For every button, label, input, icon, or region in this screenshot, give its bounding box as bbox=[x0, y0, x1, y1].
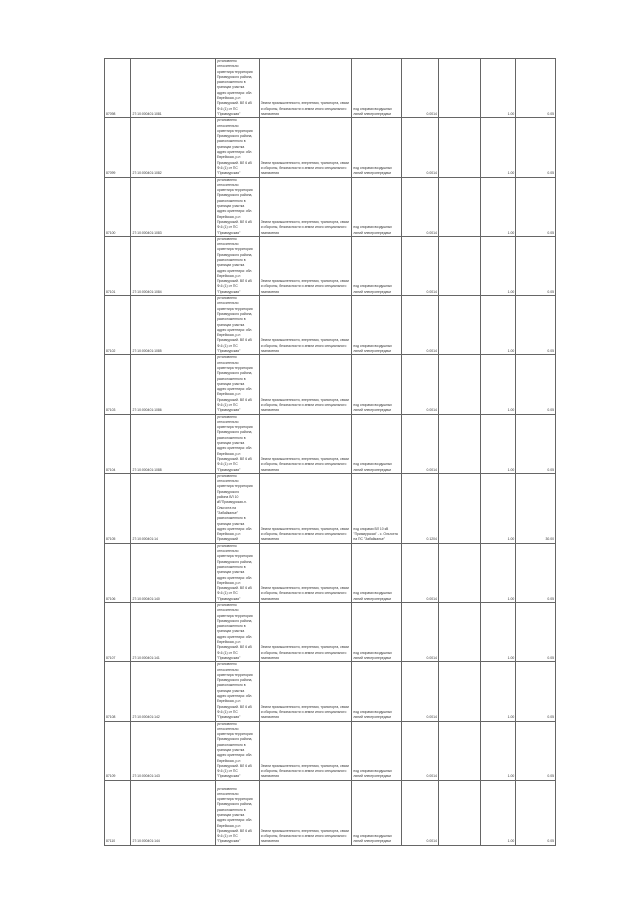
row-number: 87109 bbox=[105, 721, 131, 780]
permitted-use: под опорами воздушных линий электропередачи bbox=[352, 177, 402, 236]
permitted-use: под опорами воздушных линий электропередачи bbox=[352, 602, 402, 661]
row-number: 87104 bbox=[105, 414, 131, 473]
land-category: Земли промышленности, энергетики, транспорта, связи и обороны, безопасности и земли иного специального назначения bbox=[259, 543, 352, 602]
row-number: 87105 bbox=[105, 473, 131, 543]
coefficient-value: 1.00 bbox=[480, 543, 516, 602]
cadastral-number: 27:10:000401:1083 bbox=[131, 177, 215, 236]
permitted-use: под опорами воздушных линий электропередачи bbox=[352, 780, 402, 845]
empty-cell bbox=[438, 236, 480, 295]
amount-value: 0.05 bbox=[516, 355, 556, 414]
coefficient-value: 1.00 bbox=[480, 602, 516, 661]
area-value: 0.1204 bbox=[402, 473, 439, 543]
amount-value: 0.05 bbox=[516, 177, 556, 236]
area-value: 0.0014 bbox=[402, 543, 439, 602]
coefficient-value: 1.00 bbox=[480, 473, 516, 543]
location-description: установлено относительно ориентира территория Приамурского района, расположенного в границах участка адрес ориентира: обл. Еврейская, р-н Приамурский. ВЛ 6 кВ Ф-6 (1) от ПС "Приамурская" bbox=[215, 721, 259, 780]
cadastral-number: 27:10:000401:142 bbox=[131, 662, 215, 721]
empty-cell bbox=[438, 543, 480, 602]
row-number: 87106 bbox=[105, 543, 131, 602]
row-number: 87107 bbox=[105, 602, 131, 661]
land-category: Земли промышленности, энергетики, транспорта, связи и обороны, безопасности и земли иного специального назначения bbox=[259, 414, 352, 473]
table-row bbox=[105, 355, 556, 414]
area-value: 0.0014 bbox=[402, 355, 439, 414]
table-row bbox=[105, 296, 556, 355]
table-row bbox=[105, 780, 556, 845]
permitted-use: под опорами воздушных линий электропередачи bbox=[352, 721, 402, 780]
empty-cell bbox=[438, 355, 480, 414]
table-row bbox=[105, 602, 556, 661]
coefficient-value: 1.00 bbox=[480, 662, 516, 721]
land-register-table bbox=[104, 58, 556, 846]
cadastral-number: 27:10:000401:1081 bbox=[131, 59, 215, 118]
land-category: Земли промышленности, энергетики, транспорта, связи и обороны, безопасности и земли иного специального назначения bbox=[259, 296, 352, 355]
location-description: установлено относительно ориентира территория Приамурского района, расположенного в границах участка адрес ориентира: обл. Еврейская, р-н Приамурский. ВЛ 6 кВ Ф-6 (1) от ПС "Приамурская" bbox=[215, 602, 259, 661]
land-category: Земли промышленности, энергетики, транспорта, связи и обороны, безопасности и земли иного специального назначения bbox=[259, 602, 352, 661]
location-description: установлено относительно ориентира территория Приамурского района, расположенного в границах участка адрес ориентира: обл. Еврейская, р-н Приамурский. ВЛ 6 кВ Ф-6 (1) от ПС "Приамурская" bbox=[215, 118, 259, 177]
row-number: 87098 bbox=[105, 59, 131, 118]
amount-value: 0.05 bbox=[516, 662, 556, 721]
coefficient-value: 1.00 bbox=[480, 721, 516, 780]
location-description: установлено относительно ориентира территория Приамурского района, расположенного в границах участка адрес ориентира: обл. Еврейская, р-н Приамурский. ВЛ 6 кВ Ф-6 (1) от ПС "Приамурская" bbox=[215, 296, 259, 355]
location-description: установлено относительно ориентира территория Приамурского района, расположенного в границах участка адрес ориентира: обл. Еврейская, р-н Приамурский. ВЛ 6 кВ Ф-6 (1) от ПС "Приамурская" bbox=[215, 662, 259, 721]
land-category: Земли промышленности, энергетики, транспорта, связи и обороны, безопасности и земли иного специального назначения bbox=[259, 473, 352, 543]
amount-value: 0.05 bbox=[516, 414, 556, 473]
location-description: установлено относительно ориентира территория Приамурского района, расположенного в границах участка адрес ориентира: обл. Еврейская, р-н Приамурский. ВЛ 6 кВ Ф-6 (1) от ПС "Приамурская" bbox=[215, 59, 259, 118]
row-number: 87110 bbox=[105, 780, 131, 845]
amount-value: 0.05 bbox=[516, 236, 556, 295]
amount-value: 0.05 bbox=[516, 721, 556, 780]
empty-cell bbox=[438, 59, 480, 118]
area-value: 0.0014 bbox=[402, 414, 439, 473]
permitted-use: под опорами воздушных линий электропередачи bbox=[352, 236, 402, 295]
coefficient-value: 1.00 bbox=[480, 414, 516, 473]
land-category: Земли промышленности, энергетики, транспорта, связи и обороны, безопасности и земли иного специального назначения bbox=[259, 177, 352, 236]
permitted-use: под опорами воздушных линий электропередачи bbox=[352, 414, 402, 473]
area-value: 0.0014 bbox=[402, 602, 439, 661]
permitted-use: под опорами воздушных линий электропередачи bbox=[352, 59, 402, 118]
land-category: Земли промышленности, энергетики, транспорта, связи и обороны, безопасности и земли иного специального назначения bbox=[259, 59, 352, 118]
location-description: установлено относительно ориентира территория Приамурского района, расположенного в границах участка адрес ориентира: обл. Еврейская, р-н Приамурский. ВЛ 6 кВ Ф-6 (1) от ПС "Приамурская" bbox=[215, 780, 259, 845]
cadastral-number: 27:10:000401:14 bbox=[131, 473, 215, 543]
row-number: 87103 bbox=[105, 355, 131, 414]
area-value: 0.0014 bbox=[402, 721, 439, 780]
cadastral-number: 27:10:000401:1086 bbox=[131, 355, 215, 414]
table-row bbox=[105, 236, 556, 295]
coefficient-value: 1.00 bbox=[480, 236, 516, 295]
location-description: установлено относительно ориентира территория Приамурского района, расположенного в границах участка адрес ориентира: обл. Еврейская, р-н Приамурский. ВЛ 6 кВ Ф-6 (1) от ПС "Приамурская" bbox=[215, 543, 259, 602]
amount-value: 0.05 bbox=[516, 780, 556, 845]
cadastral-number: 27:10:000401:140 bbox=[131, 543, 215, 602]
table-row bbox=[105, 662, 556, 721]
table-row bbox=[105, 177, 556, 236]
permitted-use: под опорами воздушных линий электропередачи bbox=[352, 296, 402, 355]
amount-value: 0.05 bbox=[516, 602, 556, 661]
coefficient-value: 1.00 bbox=[480, 177, 516, 236]
permitted-use: под опорами воздушных линий электропередачи bbox=[352, 355, 402, 414]
cadastral-number: 27:10:000401:144 bbox=[131, 780, 215, 845]
area-value: 0.0014 bbox=[402, 296, 439, 355]
land-category: Земли промышленности, энергетики, транспорта, связи и обороны, безопасности и земли иного специального назначения bbox=[259, 236, 352, 295]
land-category: Земли промышленности, энергетики, транспорта, связи и обороны, безопасности и земли иного специального назначения bbox=[259, 780, 352, 845]
coefficient-value: 1.00 bbox=[480, 780, 516, 845]
coefficient-value: 1.00 bbox=[480, 355, 516, 414]
row-number: 87099 bbox=[105, 118, 131, 177]
permitted-use: под опорами ВЛ 10 кВ "Приамурская" - с. Ольгохта на ПС "Забайкалье" bbox=[352, 473, 402, 543]
empty-cell bbox=[438, 118, 480, 177]
table-row bbox=[105, 473, 556, 543]
coefficient-value: 1.00 bbox=[480, 118, 516, 177]
area-value: 0.0014 bbox=[402, 177, 439, 236]
row-number: 87108 bbox=[105, 662, 131, 721]
location-description: установлено относительно ориентира территория Приамурского района, расположенного в границах участка адрес ориентира: обл. Еврейская, р-н Приамурский. ВЛ 6 кВ Ф-6 (1) от ПС "Приамурская" bbox=[215, 177, 259, 236]
land-register-body bbox=[105, 59, 556, 846]
land-category: Земли промышленности, энергетики, транспорта, связи и обороны, безопасности и земли иного специального назначения bbox=[259, 118, 352, 177]
amount-value: 0.05 bbox=[516, 296, 556, 355]
area-value: 0.0014 bbox=[402, 59, 439, 118]
cadastral-number: 27:10:000401:1082 bbox=[131, 118, 215, 177]
empty-cell bbox=[438, 414, 480, 473]
land-category: Земли промышленности, энергетики, транспорта, связи и обороны, безопасности и земли иного специального назначения bbox=[259, 662, 352, 721]
cadastral-number: 27:10:000401:141 bbox=[131, 602, 215, 661]
row-number: 87102 bbox=[105, 296, 131, 355]
area-value: 0.0014 bbox=[402, 780, 439, 845]
row-number: 87100 bbox=[105, 177, 131, 236]
location-description: установлено относительно ориентира территория Приамурского района, расположенного в границах участка адрес ориентира: обл. Еврейская, р-н Приамурский. ВЛ 6 кВ Ф-6 (1) от ПС "Приамурская" bbox=[215, 236, 259, 295]
permitted-use: под опорами воздушных линий электропередачи bbox=[352, 118, 402, 177]
empty-cell bbox=[438, 296, 480, 355]
empty-cell bbox=[438, 177, 480, 236]
area-value: 0.0014 bbox=[402, 236, 439, 295]
location-description: установлено относительно ориентира территория Приамурского района, расположенного в границах участка адрес ориентира: обл. Еврейская, р-н Приамурский. ВЛ 6 кВ Ф-6 (1) от ПС "Приамурская" bbox=[215, 355, 259, 414]
amount-value: 0.05 bbox=[516, 118, 556, 177]
coefficient-value: 1.00 bbox=[480, 296, 516, 355]
table-row bbox=[105, 59, 556, 118]
permitted-use: под опорами воздушных линий электропередачи bbox=[352, 662, 402, 721]
cadastral-number: 27:10:000401:1088 bbox=[131, 414, 215, 473]
table-row bbox=[105, 543, 556, 602]
empty-cell bbox=[438, 602, 480, 661]
cadastral-number: 27:10:000401:1084 bbox=[131, 236, 215, 295]
table-row bbox=[105, 721, 556, 780]
amount-value: 30.00 bbox=[516, 473, 556, 543]
land-category: Земли промышленности, энергетики, транспорта, связи и обороны, безопасности и земли иного специального назначения bbox=[259, 721, 352, 780]
coefficient-value: 1.00 bbox=[480, 59, 516, 118]
empty-cell bbox=[438, 780, 480, 845]
table-row bbox=[105, 414, 556, 473]
amount-value: 0.05 bbox=[516, 59, 556, 118]
permitted-use: под опорами воздушных линий электропередачи bbox=[352, 543, 402, 602]
area-value: 0.0014 bbox=[402, 118, 439, 177]
row-number: 87101 bbox=[105, 236, 131, 295]
empty-cell bbox=[438, 721, 480, 780]
table-row bbox=[105, 118, 556, 177]
location-description: установлено относительно ориентира территория Приамурского района, расположенного в границах участка адрес ориентира: обл. Еврейская, р-н Приамурский. ВЛ 6 кВ Ф-6 (1) от ПС "Приамурская" bbox=[215, 414, 259, 473]
land-category: Земли промышленности, энергетики, транспорта, связи и обороны, безопасности и земли иного специального назначения bbox=[259, 355, 352, 414]
amount-value: 0.05 bbox=[516, 543, 556, 602]
location-description: установлено относительно ориентира территория Приамурского района ВЛ 10 кВ"Приамурская-п. Ольгохта на "Забайкалье" расположенного в границах участка адрес ориентира: обл. Еврейская, р-н Приамурский bbox=[215, 473, 259, 543]
empty-cell bbox=[438, 662, 480, 721]
cadastral-number: 27:10:000401:1085 bbox=[131, 296, 215, 355]
area-value: 0.0014 bbox=[402, 662, 439, 721]
cadastral-number: 27:10:000401:143 bbox=[131, 721, 215, 780]
empty-cell bbox=[438, 473, 480, 543]
